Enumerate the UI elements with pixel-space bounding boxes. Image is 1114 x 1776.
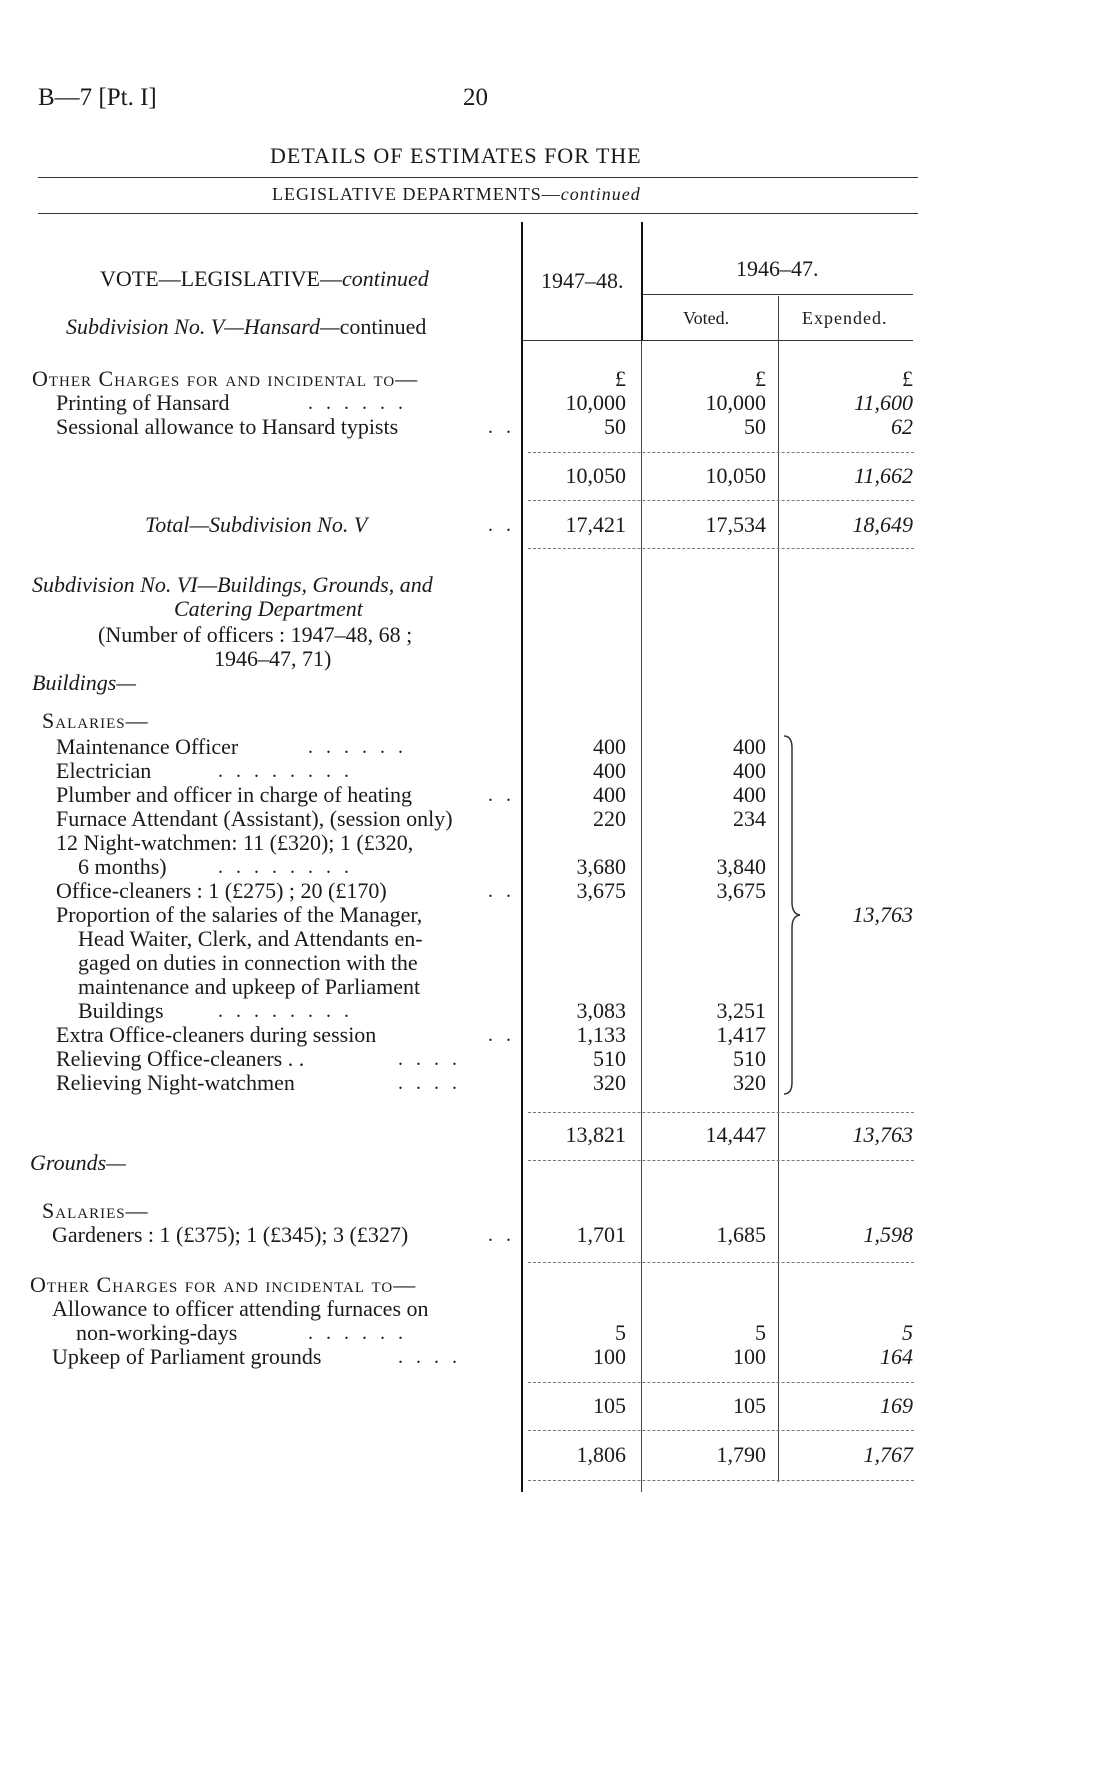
currency-current: £ — [615, 366, 626, 391]
subdivision-vi-title: Subdivision No. VI—Buildings, Grounds, and — [32, 572, 433, 597]
subtotal-rule — [528, 452, 914, 453]
col-header-1947-48: 1947–48. — [541, 268, 624, 293]
subtitle-rule — [38, 213, 918, 214]
value-current: 3,083 — [576, 998, 626, 1023]
currency-expended: £ — [902, 366, 913, 391]
total-rule — [528, 1480, 914, 1481]
value-voted: 1,685 — [716, 1222, 766, 1247]
row-label-printing-hansard: Printing of Hansard — [56, 390, 230, 415]
value-voted: 400 — [733, 758, 766, 783]
grounds-other-charges-heading: Other Charges for and incidental to— — [30, 1272, 417, 1297]
total-subdivision-v-label: Total—Subdivision No. V — [145, 512, 368, 537]
brace-bracket — [780, 734, 804, 1096]
row-dots: . . — [488, 1024, 515, 1046]
col-header-1946-47: 1946–47. — [736, 256, 819, 281]
row-dots: . . . . . . . . — [218, 856, 353, 878]
row-label-proportion-cont: maintenance and upkeep of Parliament — [78, 974, 421, 999]
subtotal-rule — [528, 1430, 914, 1431]
value-voted: 400 — [733, 782, 766, 807]
page-ref: B—7 [Pt. I] — [38, 84, 157, 111]
value-current: 3,680 — [576, 854, 626, 879]
officers-count-cont: 1946–47, 71) — [214, 646, 332, 671]
row-label-maintenance-officer: Maintenance Officer — [56, 734, 239, 759]
value-current: 50 — [604, 414, 626, 439]
column-divider-1 — [521, 222, 523, 1492]
value-current: 1,701 — [576, 1222, 626, 1247]
value-expended: 164 — [880, 1344, 913, 1369]
value-current: 5 — [615, 1320, 626, 1345]
vote-title-main: VOTE—LEGISLATIVE— — [100, 266, 342, 291]
value-voted: 400 — [733, 734, 766, 759]
page-title: DETAILS OF ESTIMATES FOR THE — [270, 143, 642, 168]
subtotal-voted: 105 — [733, 1393, 766, 1418]
currency-voted: £ — [755, 366, 766, 391]
subtotal-rule — [528, 1112, 914, 1113]
col-header-voted: Voted. — [683, 308, 730, 328]
value-current: 10,000 — [565, 390, 626, 415]
total-rule — [528, 548, 914, 549]
column-header-rule — [523, 340, 913, 341]
row-dots: . . . . — [398, 1346, 461, 1368]
total-v-expended: 18,649 — [852, 512, 913, 537]
row-dots: . . — [488, 514, 515, 536]
value-voted: 320 — [733, 1070, 766, 1095]
subtotal-rule — [528, 500, 914, 501]
subtotal-expended: 11,662 — [854, 463, 913, 488]
row-dots: . . . . . . . . — [218, 760, 353, 782]
subtotal-current: 13,821 — [565, 1122, 626, 1147]
row-label-allowance-furnaces: Allowance to officer attending furnaces on — [52, 1296, 429, 1321]
value-current: 320 — [593, 1070, 626, 1095]
subtotal-expended: 13,763 — [852, 1122, 913, 1147]
row-label-night-watchmen: 12 Night-watchmen: 11 (£320); 1 (£320, — [56, 830, 414, 855]
value-voted: 10,000 — [705, 390, 766, 415]
value-current: 100 — [593, 1344, 626, 1369]
bracket-expended-total: 13,763 — [852, 902, 913, 927]
subtotal-expended: 169 — [880, 1393, 913, 1418]
subtotal-voted: 10,050 — [705, 463, 766, 488]
subtitle-continued: continued — [560, 184, 641, 204]
row-dots: . . . . . . — [308, 736, 407, 758]
row-dots: . . . . — [398, 1072, 461, 1094]
value-voted: 234 — [733, 806, 766, 831]
vote-title — [100, 266, 429, 292]
row-dots: . . . . . . . . — [218, 1000, 353, 1022]
row-label-electrician: Electrician — [56, 758, 152, 783]
subtitle-main: LEGISLATIVE DEPARTMENTS— — [272, 184, 561, 204]
page-number: 20 — [463, 84, 488, 111]
row-label-plumber: Plumber and officer in charge of heating — [56, 782, 412, 807]
subtotal-current: 105 — [593, 1393, 626, 1418]
value-voted: 5 — [755, 1320, 766, 1345]
subdivision-vi-title-cont: Catering Department — [174, 596, 363, 621]
value-voted: 100 — [733, 1344, 766, 1369]
row-rule — [528, 1262, 914, 1263]
col-header-expended: Expended. — [802, 308, 888, 328]
total-v-current: 17,421 — [565, 512, 626, 537]
officers-count: (Number of officers : 1947–48, 68 ; — [98, 622, 413, 647]
row-label-office-cleaners: Office-cleaners : 1 (£275) ; 20 (£170) — [56, 878, 387, 903]
row-dots: . . — [488, 784, 515, 806]
value-voted: 3,251 — [716, 998, 766, 1023]
row-label-upkeep-grounds: Upkeep of Parliament grounds — [52, 1344, 322, 1369]
value-expended: 5 — [902, 1320, 913, 1345]
row-label-proportion-cont: Buildings — [78, 998, 164, 1023]
salaries-heading: Salaries— — [42, 708, 149, 733]
row-dots: . . . . . . — [308, 1322, 407, 1344]
row-label-furnace-attendant: Furnace Attendant (Assistant), (session only) — [56, 806, 453, 831]
row-label-allowance-cont: non-working-days — [76, 1320, 238, 1345]
value-expended: 1,598 — [863, 1222, 913, 1247]
total-v-voted: 17,534 — [705, 512, 766, 537]
value-voted: 50 — [744, 414, 766, 439]
value-current: 1,133 — [576, 1022, 626, 1047]
row-dots: . . . . . . — [308, 392, 407, 414]
value-expended: 11,600 — [854, 390, 913, 415]
other-charges-heading: Other Charges for and incidental to— — [32, 366, 419, 391]
total-expended: 1,767 — [863, 1442, 913, 1467]
row-label-sessional-allowance: Sessional allowance to Hansard typists — [56, 414, 399, 439]
vote-title-continued: continued — [341, 266, 429, 291]
total-voted: 1,790 — [716, 1442, 766, 1467]
value-voted: 510 — [733, 1046, 766, 1071]
column-divider-2 — [641, 222, 643, 340]
value-current: 510 — [593, 1046, 626, 1071]
value-expended: 62 — [891, 414, 913, 439]
subdivision-v-title — [66, 314, 426, 340]
subtotal-rule — [528, 1382, 914, 1383]
row-dots: . . . . — [398, 1048, 461, 1070]
row-label-proportion-salaries: Proportion of the salaries of the Manager, — [56, 902, 423, 927]
value-current: 220 — [593, 806, 626, 831]
column-divider-3 — [778, 296, 779, 1482]
row-dots: . . — [488, 1224, 515, 1246]
row-dots: . . — [488, 880, 515, 902]
grounds-salaries-heading: Salaries— — [42, 1198, 149, 1223]
row-label-proportion-cont: Head Waiter, Clerk, and Attendants en- — [78, 926, 423, 951]
year-header-rule — [643, 294, 913, 295]
value-current: 3,675 — [576, 878, 626, 903]
grounds-heading: Grounds— — [30, 1150, 126, 1175]
column-divider-2-body — [641, 340, 642, 1492]
row-label-proportion-cont: gaged on duties in connection with the — [78, 950, 418, 975]
row-label-night-watchmen-cont: 6 months) — [78, 854, 167, 879]
row-dots: . . — [488, 416, 515, 438]
subtotal-current: 10,050 — [565, 463, 626, 488]
title-rule — [38, 177, 918, 178]
row-label-gardeners: Gardeners : 1 (£375); 1 (£345); 3 (£327) — [52, 1222, 409, 1247]
subdivision-v-continued: continued — [339, 314, 427, 339]
row-label-relieving-office-cleaners: Relieving Office-cleaners . . — [56, 1046, 305, 1071]
value-current: 400 — [593, 782, 626, 807]
total-current: 1,806 — [576, 1442, 626, 1467]
value-current: 400 — [593, 734, 626, 759]
value-current: 400 — [593, 758, 626, 783]
value-voted: 3,840 — [716, 854, 766, 879]
row-label-relieving-night-watchmen: Relieving Night-watchmen — [56, 1070, 295, 1095]
value-voted: 1,417 — [716, 1022, 766, 1047]
page-subtitle — [272, 184, 641, 205]
subtotal-rule — [528, 1160, 914, 1161]
buildings-heading: Buildings— — [32, 670, 136, 695]
row-label-extra-office-cleaners: Extra Office-cleaners during session — [56, 1022, 377, 1047]
subdivision-v-main: Subdivision No. V—Hansard— — [66, 314, 340, 339]
value-voted: 3,675 — [716, 878, 766, 903]
subtotal-voted: 14,447 — [705, 1122, 766, 1147]
